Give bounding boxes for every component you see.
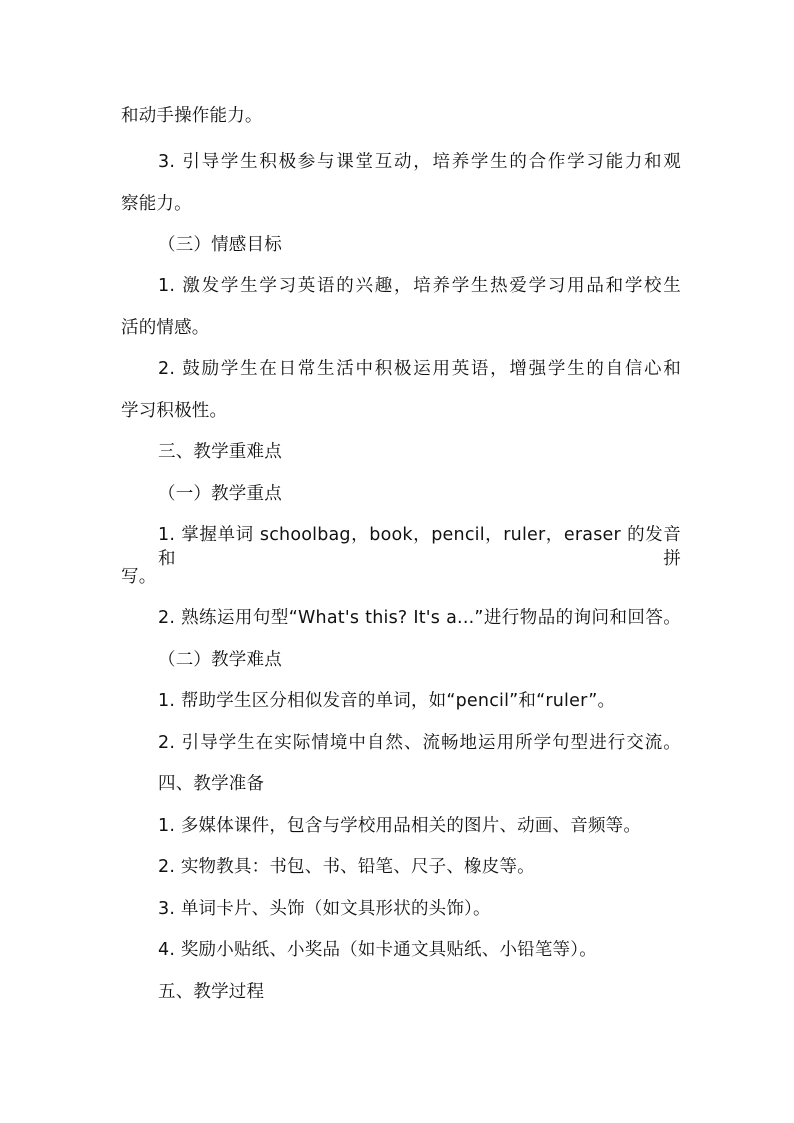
list-item-3-line-2: 察能力。 [121, 194, 192, 214]
subsection-heading-teaching-difficulty: （二）教学难点 [158, 650, 282, 670]
list-item-1-line-1: 1. 激发学生学习英语的兴趣，培养学生热爱学习用品和学校生 [158, 276, 681, 296]
list-item-focus-1-line-2: 写。 [121, 567, 157, 587]
list-item-1-line-2: 活的情感。 [121, 318, 210, 338]
subsection-heading-teaching-focus: （一）教学重点 [158, 484, 282, 504]
list-item-difficulty-1: 1. 帮助学生区分相似发音的单词，如“pencil”和“ruler”。 [158, 691, 616, 711]
section-heading-teaching-process: 五、教学过程 [158, 982, 265, 1002]
list-item-3-line-1: 3. 引导学生积极参与课堂互动，培养学生的合作学习能力和观 [158, 152, 681, 172]
section-heading-teaching-preparation: 四、教学准备 [158, 774, 265, 794]
list-item-2-line-1: 2. 鼓励学生在日常生活中积极运用英语，增强学生的自信心和 [158, 359, 681, 379]
list-item-preparation-3: 3. 单词卡片、头饰（如文具形状的头饰）。 [158, 899, 491, 919]
list-item-2-line-2: 学习积极性。 [121, 401, 228, 421]
list-item-focus-2: 2. 熟练运用句型“What's this? It's a...”进行物品的询问和回答。 [158, 608, 681, 628]
section-heading-emotion-goals: （三）情感目标 [158, 235, 282, 255]
list-item-difficulty-2: 2. 引导学生在实际情境中自然、流畅地运用所学句型进行交流。 [158, 733, 681, 753]
section-heading-key-points: 三、教学重难点 [158, 442, 282, 462]
list-item-preparation-2: 2. 实物教具：书包、书、铅笔、尺子、橡皮等。 [158, 857, 535, 877]
list-item-focus-1-line-1: 1. 掌握单词 schoolbag，book，pencil，ruler，eraser 的发音和拼 [158, 525, 681, 569]
paragraph-line: 和动手操作能力。 [121, 106, 263, 126]
list-item-preparation-4: 4. 奖励小贴纸、小奖品（如卡通文具贴纸、小铅笔等）。 [158, 940, 597, 960]
list-item-preparation-1: 1. 多媒体课件，包含与学校用品相关的图片、动画、音频等。 [158, 816, 642, 836]
